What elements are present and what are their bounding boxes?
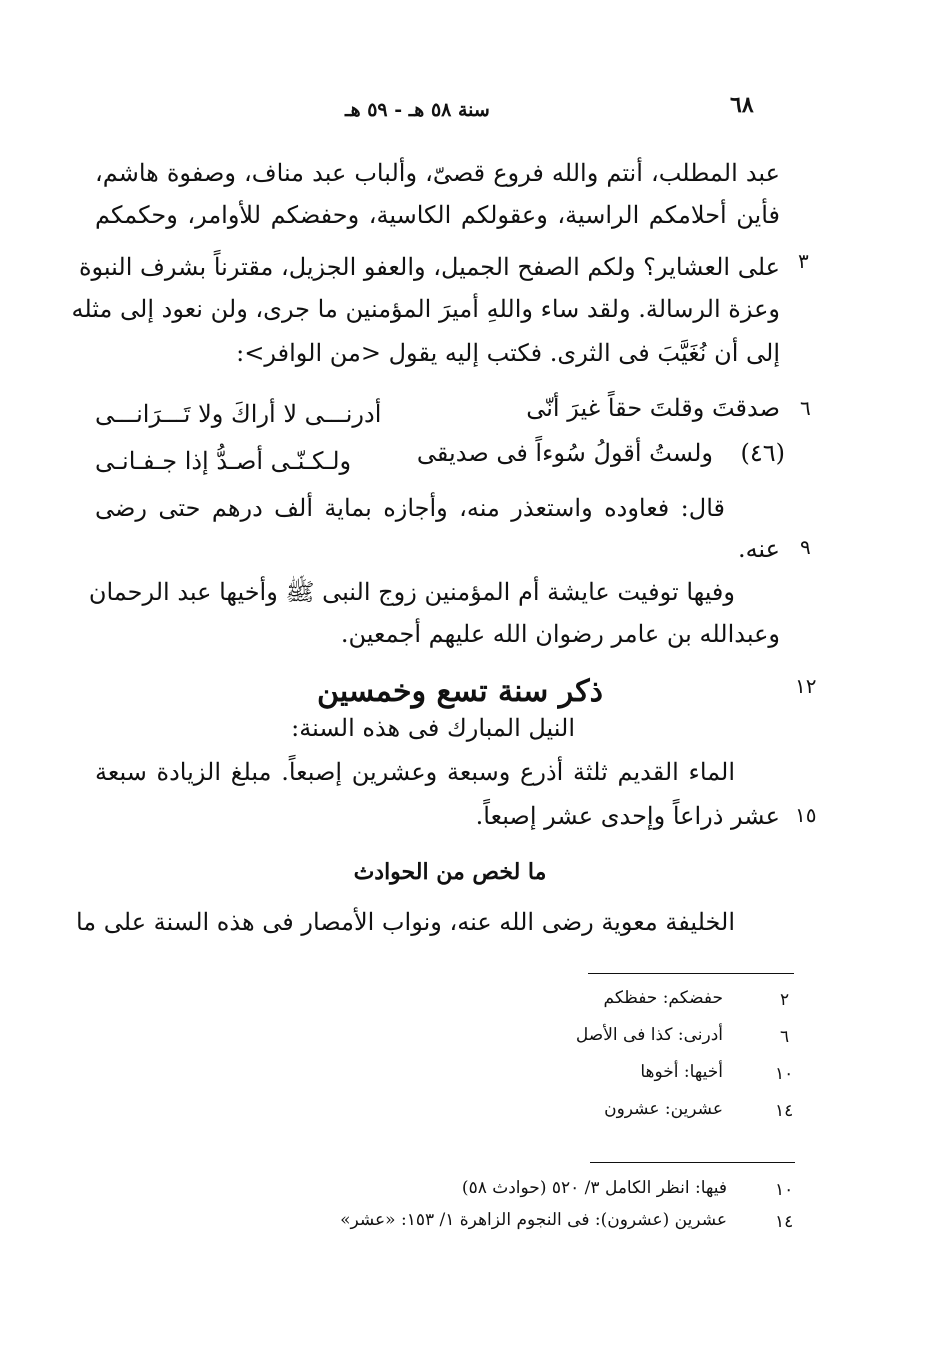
apparatus-rule-1 (588, 973, 794, 974)
apparatus-1-num-4: ١٤ (775, 1101, 794, 1121)
nile-line-2: عشر ذراعاً وإحدى عشر إصبعاً. (475, 802, 780, 830)
apparatus-2-note-1: فيها: انظر الكامل ٣/ ٥٢٠ (حوادث ٥٨) (461, 1178, 727, 1198)
apparatus-1-note-1: حفضكم: حفظكم (603, 988, 723, 1008)
apparatus-1-num-2: ٦ (780, 1027, 790, 1047)
verse-number: (٤٦) (740, 439, 785, 467)
apparatus-2-num-2: ١٤ (775, 1212, 794, 1232)
events-heading: ما لخص من الحوادث (353, 859, 547, 885)
apparatus-2-num-1: ١٠ (775, 1180, 794, 1200)
body-line-after-verse-2: عنه. (737, 535, 780, 563)
line-number-9: ٩ (800, 535, 811, 559)
page-number: ٦٨ (730, 92, 754, 118)
body-line-1: عبد المطلب، أنتم والله فروع قصىّ، وألباب عبد مناف، وصفوة هاشم، (95, 159, 780, 187)
body-line-2: فأين أحلامكم الراسية، وعقولكم الكاسية، وحفضكم للأوامر، وحكمكم (95, 201, 780, 229)
apparatus-2-note-2: عشرين (عشرون): فى النجوم الزاهرة ١/ ١٥٣: «عشر» (340, 1210, 727, 1230)
verse-2-hemistich-2: ولـكـنّـى أصـدُّ إذا جـفـانـى (95, 447, 352, 475)
verse-1-hemistich-1: صدقتَ وقلتَ حقاً غيرَ أنّى (526, 394, 780, 422)
apparatus-1-note-2: أدرنى: كذا فى الأصل (575, 1025, 723, 1045)
line-number-6: ٦ (800, 396, 811, 420)
apparatus-rule-2 (590, 1162, 795, 1163)
line-number-3: ٣ (798, 249, 809, 273)
body-line-para2-2: وعبدالله بن عامر رضوان الله عليهم أجمعين. (340, 620, 780, 648)
last-body-line: الخليفة معوية رضى الله عنه، ونواب الأمصار فى هذه السنة على ما (75, 908, 735, 936)
body-line-para2-1: وفيها توفيت عايشة أم المؤمنين زوج النبى ﷺ وأخيها عبد الرحمان (88, 578, 735, 606)
verse-2-hemistich-1: ولستُ أقولُ سُوءاً فى صديقى (416, 439, 713, 467)
body-line-after-verse-1: قال: فعاوده واستعذر منه، وأجازه بماية ألف درهم حتى رضى (95, 494, 725, 522)
apparatus-1-note-3: أخيها: أخوها (640, 1062, 723, 1082)
body-line-4: وعزة الرسالة. ولقد ساء واللهِ أميرَ المؤمنين ما جرى، ولن نعود إلى مثله (71, 295, 780, 323)
apparatus-1-note-4: عشرين: عشرون (604, 1099, 723, 1119)
line-number-12: ١٢ (795, 674, 817, 698)
section-title: ذكر سنة تسع وخمسين (317, 674, 603, 709)
body-line-3: على العشاير؟ ولكم الصفح الجميل، والعفو الجزيل، مقترناً بشرف النبوة (78, 253, 780, 281)
running-title: سنة ٥٨ هـ - ٥٩ هـ (345, 99, 490, 121)
apparatus-1-num-1: ٢ (780, 990, 790, 1010)
apparatus-1-num-3: ١٠ (775, 1064, 794, 1084)
body-line-5: إلى أن نُغَيَّبَ فى الثرى. فكتب إليه يقول <من الوافر>: (236, 339, 780, 367)
verse-1-hemistich-2: أدرنـــى لا أراكَ ولا تَـــرَانـــى (95, 400, 382, 428)
nile-line-1: الماء القديم ثلثة أذرع وسبعة وعشرين إصبعاً. مبلغ الزيادة سبعة (95, 758, 735, 786)
subsection-title: النيل المبارك فى هذه السنة: (291, 714, 575, 742)
line-number-15: ١٥ (795, 803, 817, 827)
